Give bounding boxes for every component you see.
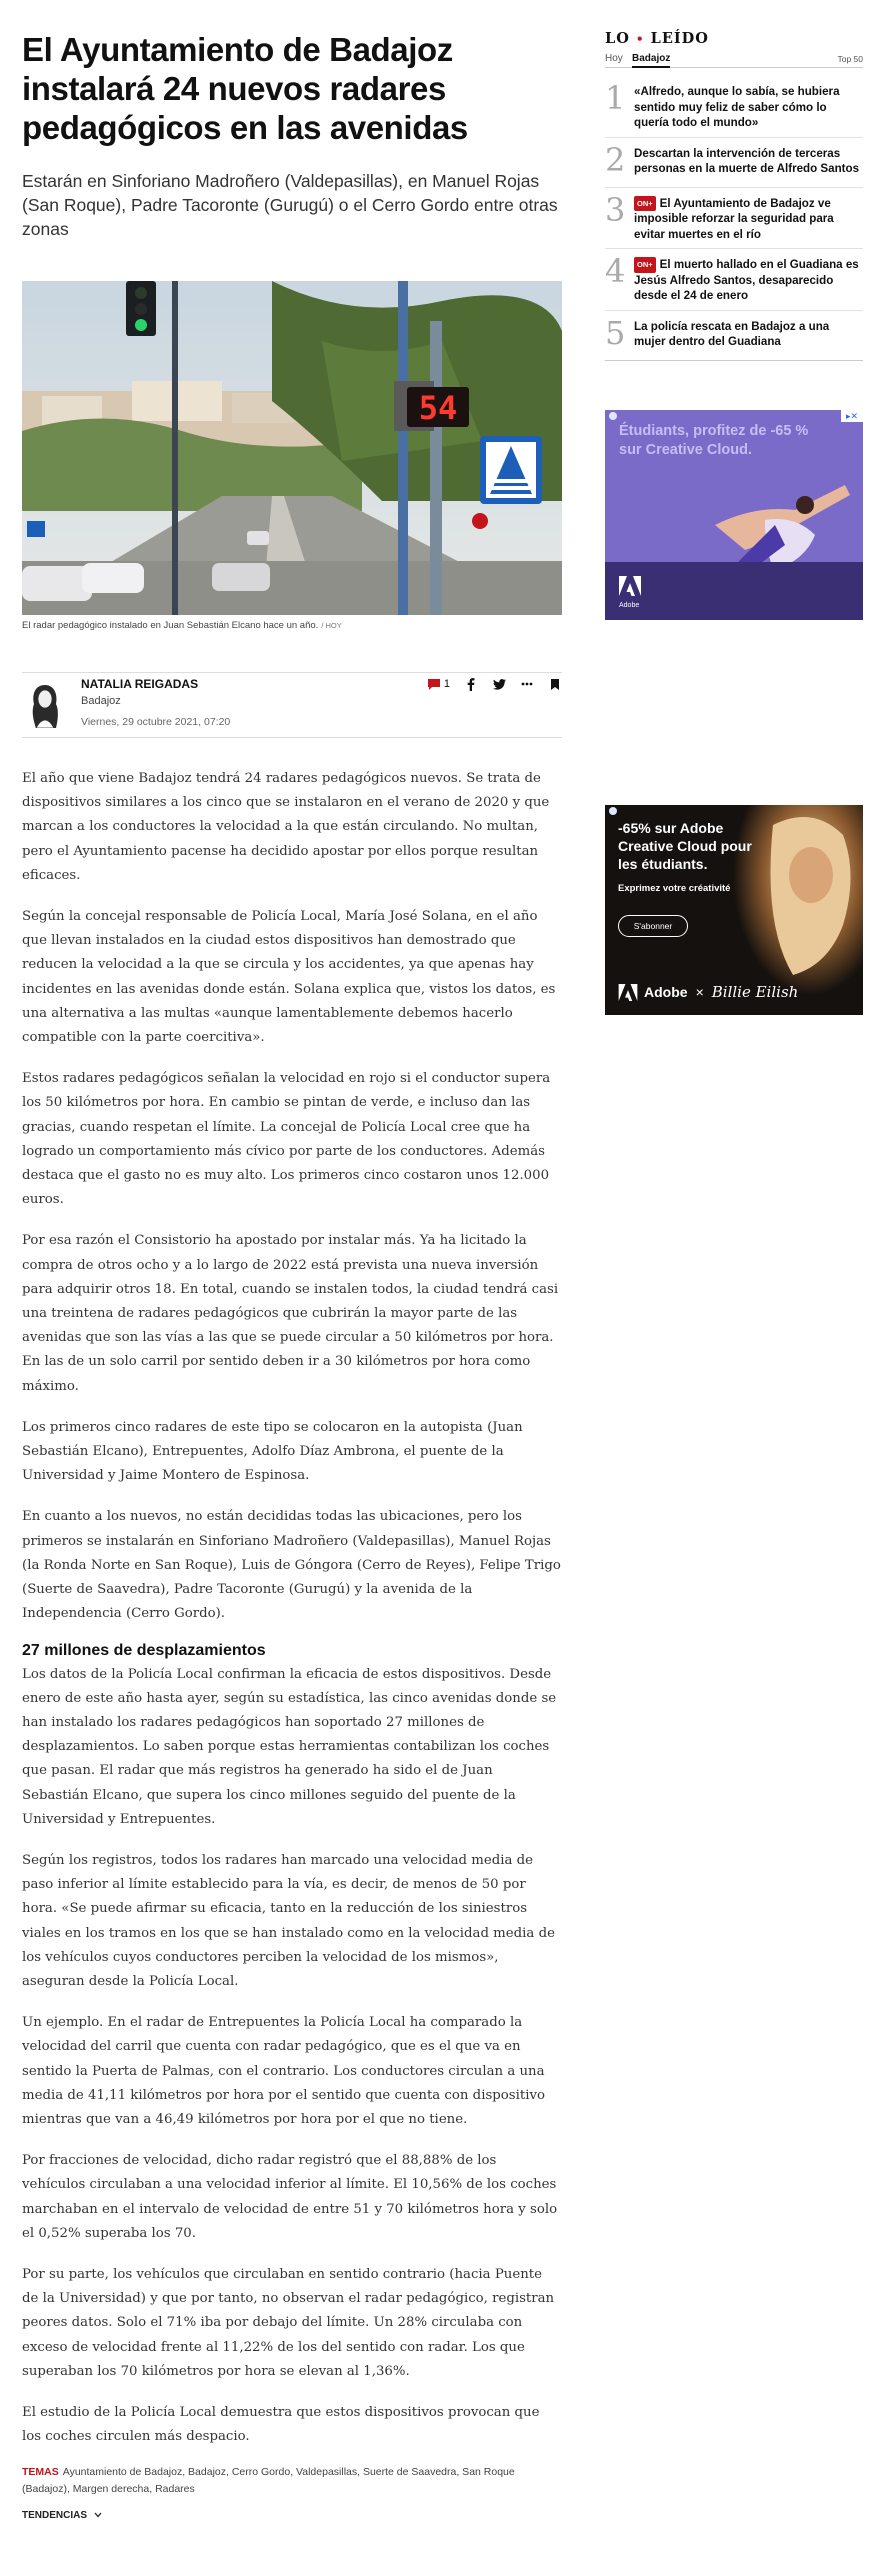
most-read-item[interactable] xyxy=(605,188,863,250)
ad2-brand: Adobe xyxy=(644,984,688,1000)
most-read-item[interactable] xyxy=(605,311,863,361)
tab-top50[interactable]: Top 50 xyxy=(837,54,863,64)
author-name[interactable]: NATALIA REIGADAS xyxy=(81,677,199,691)
facebook-share-button[interactable] xyxy=(464,677,478,691)
ad2-partner: Billie Eilish xyxy=(711,983,799,1001)
caption-text: El radar pedagógico instalado en Juan Sebastián Elcano hace un año. xyxy=(22,620,319,631)
ad2-footer xyxy=(618,983,798,1001)
rank-number: 2 xyxy=(605,140,626,179)
paragraph: Por esa razón el Consistorio ha apostado por instalar más. Ya ha licitado la compra de otros ocho y a lo largo de 2022 está prevista una nueva inversión para adquirir otros 18. En total, cuando se instalen todos, la ciudad tendrá casi una treintena de radares pedagógicos que cubrirán la mayor parte de las avenidas que son las vías a las que se puede circular a 50 kilómetros por hora. En las de un solo carril por sentido deben ir a 30 kilómetros por hora como máximo. xyxy=(22,1233,559,1394)
advertisement-1[interactable] xyxy=(605,410,863,620)
paragraph: Estos radares pedagógicos señalan la velocidad en rojo si el conductor supera los 50 kilómetros por hora. En cambio se pintan de verde, e incluso dan las gracias, cuando respetan el límite. La concejal de Policía Local cree que ha logrado un comportamiento más cívico por parte de los conductores. Además destaca que el gasto no es muy alto. Los primeros cinco costaron unos 12.000 euros. xyxy=(22,1071,551,1208)
ellipsis-icon xyxy=(521,682,533,686)
rank-headline-text: El muerto hallado en el Guadiana es Jesús Alfredo Santos, desaparecido desde el 24 de enero xyxy=(634,258,859,302)
topics-links[interactable]: Ayuntamiento de Badajoz, Badajoz, Cerro Gordo, Valdepasillas, Suerte de Saavedra, San Roque (Badajoz), Margen derecha, Radares xyxy=(22,2466,515,2496)
author-avatar xyxy=(26,682,64,728)
trends-toggle[interactable] xyxy=(22,2510,562,2521)
paragraph: El año que viene Badajoz tendrá 24 radares pedagógicos nuevos. Se trata de dispositivos similares a los cinco que se instalaron en el verano de 2020 y que marcan a los conductores la velocidad a la que están circulando. No multan, pero el Ayuntamiento pacense ha decidido apostar por ellos porque resultan eficaces. xyxy=(22,771,550,883)
most-read-leido: LEÍDO xyxy=(650,30,709,47)
rank-headline[interactable]: La policía rescata en Badajoz a una mujer dentro del Guadiana xyxy=(634,319,830,348)
comments-count: 1 xyxy=(443,678,450,690)
rank-headline[interactable] xyxy=(630,255,863,304)
ad2-subtext: Exprimez votre créativité xyxy=(618,883,731,894)
most-read-item[interactable] xyxy=(605,76,863,138)
paragraph: Por fracciones de velocidad, dicho radar registró que el 88,88% de los vehículos circulaban a una velocidad inferior al límite. El 10,56% de los coches marchaban en el intervalo de velocidad de entre 51 y 70 kilómetros hora y solo el 0,52% superaba los 70. xyxy=(22,2153,558,2241)
adobe-icon xyxy=(619,576,641,596)
ad-info-icon[interactable] xyxy=(609,412,617,420)
twitter-share-button[interactable] xyxy=(492,677,506,691)
caption-credit: / HOY xyxy=(321,621,342,630)
author-bar xyxy=(22,672,562,738)
adobe-icon xyxy=(618,984,638,1001)
most-read-heading xyxy=(605,30,863,47)
bookmark-button[interactable] xyxy=(548,677,562,691)
premium-badge: ON+ xyxy=(634,196,656,212)
article-body xyxy=(22,767,562,2449)
article xyxy=(22,30,562,2521)
most-read-item[interactable] xyxy=(605,138,863,188)
publish-date: Viernes, 29 octubre 2021, 07:20 xyxy=(81,716,231,728)
comment-icon xyxy=(427,678,441,691)
tab-badajoz[interactable]: Badajoz xyxy=(632,53,670,68)
share-toolbar xyxy=(427,677,562,691)
rank-headline[interactable]: «Alfredo, aunque lo sabía, se hubiera sentido muy feliz de saber cómo lo quería todo el mundo» xyxy=(634,85,840,129)
rank-number: 4 xyxy=(605,252,626,290)
radar-display-value: 54 xyxy=(418,389,458,427)
most-read-item[interactable] xyxy=(605,249,863,311)
chevron-down-icon xyxy=(94,2512,102,2518)
twitter-icon xyxy=(493,679,506,690)
rank-number: 5 xyxy=(605,313,626,352)
ad-choices-icon[interactable]: ▸✕ xyxy=(841,410,863,422)
paragraph: Según los registros, todos los radares han marcado una velocidad media de paso inferior al límite establecido para la vía, es decir, de menos de 50 por hora. «Se puede afirmar su eficacia, tanto en la reducción de los siniestros viales en los tramos en los que se han instalado como en la velocidad media de los vehículos cuyos conductores perciben la velocidad de los mismos», aseguran desde la Policía Local. xyxy=(22,1852,555,1989)
author-city: Badajoz xyxy=(81,695,121,707)
paragraph: El estudio de la Policía Local demuestra que estos dispositivos provocan que los coches circulen más despacio. xyxy=(22,2404,540,2445)
rank-headline-text: El Ayuntamiento de Badajoz ve imposible reforzar la seguridad para evitar muertes en el río xyxy=(634,196,834,241)
photo-caption xyxy=(22,620,562,634)
bookmark-icon xyxy=(550,678,560,691)
trends-label: TENDENCIAS xyxy=(22,2510,88,2522)
advertisement-2[interactable] xyxy=(605,805,863,1015)
rank-headline[interactable] xyxy=(630,194,863,243)
ad2-subscribe-button[interactable]: S'abonner xyxy=(618,915,688,937)
adobe-logo xyxy=(619,576,641,609)
sidebar xyxy=(605,30,863,1001)
more-options-button[interactable] xyxy=(520,677,534,691)
ad2-headline: -65% sur Adobe Creative Cloud pour les étudiants. xyxy=(618,820,752,872)
paragraph: Por su parte, los vehículos que circulaban en sentido contrario (hacia Puente de la Universidad) y que por tanto, no observan el radar pedagógico, registran peores datos. Solo el 71% iba por debajo del límite. Un 28% circulaba con exceso de velocidad frente al 11,22% de los del sentido con radar. Los que superaban los 70 kilómetros por hora se elevan al 1,36%. xyxy=(22,2266,555,2379)
paragraph: Los primeros cinco radares de este tipo se colocaron en la autopista (Juan Sebastián Elcano), Entrepuentes, Adolfo Díaz Ambrona, el puente de la Universidad y Jaime Montero de Espinosa. xyxy=(22,1419,523,1484)
paragraph: Según la concejal responsable de Policía Local, María José Solana, en el año que llevan instalados en la ciudad estos dispositivos han demostrado que reducen la velocidad a la que se circula y los accidentes, ya que apenas hay incidentes en las avenidas donde están. Solana explica que, vistos los datos, es una alternativa a las multas «aunque lamentablemente debemos hacerlo compatible con la parte coercitiva». xyxy=(22,909,556,1046)
rank-number: 3 xyxy=(605,190,626,229)
section-subheading: 27 millones de desplazamientos xyxy=(22,1641,266,1659)
article-title: El Ayuntamiento de Badajoz instalará 24 nuevos radares pedagógicos en las avenidas xyxy=(22,31,468,146)
ad1-text: Étudiants, profitez de -65 % sur Creative Cloud. xyxy=(619,423,809,458)
premium-badge: ON+ xyxy=(634,257,656,273)
most-read-lo: LO xyxy=(605,30,630,47)
tab-hoy[interactable]: Hoy xyxy=(605,53,623,64)
article-photo[interactable] xyxy=(22,281,562,615)
comments-button[interactable] xyxy=(427,678,450,691)
most-read-dot: • xyxy=(635,32,645,46)
topics-list xyxy=(22,2464,562,2498)
paragraph: Los datos de la Policía Local confirman la eficacia de estos dispositivos. Desde enero de este año hasta ayer, según su estadística, las cinco avenidas donde se han instalado los radares pedagógicos han soportado 27 millones de desplazamientos. Lo saben porque estas herramientas contabilizan los coches que pasan. El radar que más registros ha generado ha sido el de Juan Sebastián Elcano, que supera los cinco millones seguido del puente de la Universidad y Entrepuentes. xyxy=(22,1666,557,1827)
article-subtitle: Estarán en Sinforiano Madroñero (Valdepasillas), en Manuel Rojas (San Roque), Padre Tacoronte (Gurugú) o el Cerro Gordo entre otras zonas xyxy=(22,171,558,239)
rank-headline[interactable]: Descartan la intervención de terceras personas en la muerte de Alfredo Santos xyxy=(634,146,860,175)
ad1-brand: Adobe xyxy=(619,602,640,609)
most-read-tabs xyxy=(605,50,863,68)
radar-street-image xyxy=(22,281,562,615)
facebook-icon xyxy=(467,678,475,691)
paragraph: En cuanto a los nuevos, no están decididas todas las ubicaciones, pero los primeros se instalarán en Sinforiano Madroñero (Valdepasillas), Manuel Rojas (la Ronda Norte en San Roque), Luis de Góngora (Cerro de Reyes), Felipe Trigo (Suerte de Saavedra), Padre Tacoronte (Gurugú) y la avenida de la Independencia (Cerro Gordo). xyxy=(22,1509,561,1622)
ad-info-icon[interactable] xyxy=(609,807,617,815)
rank-number: 1 xyxy=(605,79,626,117)
topics-label: TEMAS xyxy=(22,2466,59,2479)
most-read-list xyxy=(605,76,863,361)
ad2-x: × xyxy=(695,984,704,1000)
paragraph: Un ejemplo. En el radar de Entrepuentes la Policía Local ha comparado la velocidad del carril que cuenta con radar pedagógico, que es el que va en sentido la Puerta de Palmas, con el contrario. Los conductores circulan a una media de 41,11 kilómetros por hora por el sentido que cuenta con dispositivo mientras que van a 46,49 kilómetros por hora por el que no tiene. xyxy=(22,2015,545,2127)
